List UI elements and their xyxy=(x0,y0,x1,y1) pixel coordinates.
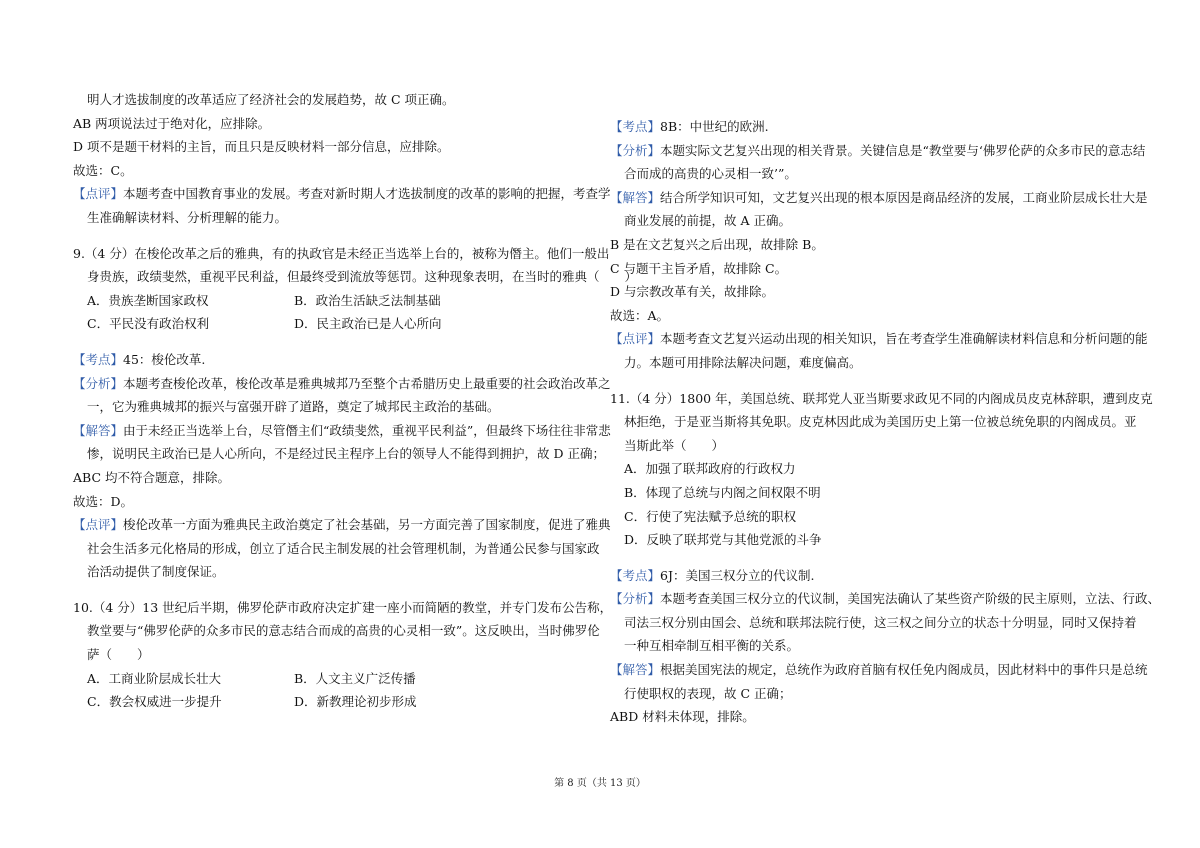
dianping-text: 本题考查文艺复兴运动出现的相关知识，旨在考查学生准确解读材料信息和分析问题的能 xyxy=(660,331,1148,347)
question-10-line: 10.（4 分）13 世纪后半期，佛罗伦萨市政府决定扩建一座小而简陋的教堂，并专门发布公告称， xyxy=(73,599,613,615)
text-line: 合而成的高贵的心灵相一致’”。 xyxy=(624,166,797,182)
question-10-line: 萨（ ） xyxy=(87,647,150,663)
jieda-tag: 【解答】 xyxy=(610,662,661,678)
question-11-line: 当斯此举（ ） xyxy=(624,437,725,453)
option-b: B．体现了总统与内阁之间权限不明 xyxy=(624,484,821,500)
page-footer: 第 8 页（共 13 页） xyxy=(554,778,646,789)
fenxi-line xyxy=(610,139,1146,163)
dianping-text: 梭伦改革一方面为雅典民主政治奠定了社会基础，另一方面完善了国家制度，促进了雅典 xyxy=(123,517,611,533)
kaodian-tag: 【考点】 xyxy=(610,119,661,134)
text-line: ABD 材料未体现，排除。 xyxy=(610,709,755,725)
text-line: 力。本题可用排除法解决问题，难度偏高。 xyxy=(624,354,862,370)
jieda-text: 结合所学知识可知，文艺复兴出现的根本原因是商品经济的发展，工商业阶层成长壮大是 xyxy=(660,189,1148,205)
text-line: D 与宗教改革有关，故排除。 xyxy=(610,284,774,300)
dianping-tag: 【点评】 xyxy=(73,517,124,533)
text-line: 商业发展的前提，故 A 正确。 xyxy=(624,213,791,229)
jieda-tag: 【解答】 xyxy=(610,189,661,205)
option-b: B．人文主义广泛传播 xyxy=(294,670,416,686)
jieda-line xyxy=(610,658,1148,682)
text-line: 社会生活多元化格局的形成，创立了适合民主制发展的社会管理机制，为普通公民参与国家政 xyxy=(87,540,600,556)
question-9-options-row xyxy=(73,289,593,313)
text-line: AB 两项说法过于绝对化，应排除。 xyxy=(73,115,271,131)
question-11-line: 11.（4 分）1800 年，美国总统、联邦党人亚当斯要求政见不同的内阁成员皮克林辞职，遭到皮克 xyxy=(610,390,1153,406)
text-line: 故选：C。 xyxy=(73,162,133,178)
option-d: D．民主政治已是人心所向 xyxy=(294,316,442,332)
fenxi-tag: 【分析】 xyxy=(73,375,124,391)
fenxi-text: 本题实际文艺复兴出现的相关背景。关键信息是“教堂要与‘佛罗伦萨的众多市民的意志结 xyxy=(660,142,1146,158)
option-d: D．反映了联邦党与其他党派的斗争 xyxy=(624,532,822,548)
comment-line xyxy=(73,182,611,206)
text-line: 故选：D。 xyxy=(73,493,134,509)
text-line: 一，它为雅典城邦的振兴与富强开辟了道路，奠定了城邦民主政治的基础。 xyxy=(87,399,500,415)
kaodian-line xyxy=(73,348,593,372)
text-line: 治活动提供了制度保证。 xyxy=(87,564,225,580)
fenxi-line xyxy=(73,372,611,396)
question-9-options-row xyxy=(73,312,593,336)
question-9-line: 身贵族，政绩斐然，重视平民利益，但最终受到流放等惩罚。这种现象表明，在当时的雅典（ ） xyxy=(87,269,638,285)
jieda-text: 根据美国宪法的规定，总统作为政府首脑有权任免内阁成员，因此材料中的事件只是总统 xyxy=(660,662,1148,678)
text-line: D 项不是题干材料的主旨，而且只是反映材料一部分信息，应排除。 xyxy=(73,139,450,155)
text-line: 明人才选拔制度的改革适应了经济社会的发展趋势，故 C 项正确。 xyxy=(87,92,455,107)
question-9-line: 9.（4 分）在梭伦改革之后的雅典，有的执政官是未经正当选举上台的，被称为僭主。他们一般出 xyxy=(73,245,610,261)
option-a: A．工商业阶层成长壮大 xyxy=(87,670,222,686)
question-11-line: 林拒绝，于是亚当斯将其免职。皮克林因此成为美国历史上第一位被总统免职的内阁成员。亚 xyxy=(624,414,1137,430)
jieda-tag: 【解答】 xyxy=(73,422,124,438)
text-line: 司法三权分别由国会、总统和联邦法院行使，这三权之间分立的状态十分明显，同时又保持着 xyxy=(624,614,1137,630)
text-line: ABC 均不符合题意，排除。 xyxy=(73,469,230,485)
kaodian-line xyxy=(610,115,1130,139)
kaodian-tag: 【考点】 xyxy=(610,567,661,583)
kaodian-text: 8B：中世纪的欧洲. xyxy=(660,119,769,134)
jieda-line xyxy=(73,419,611,443)
question-10-options-row xyxy=(73,690,593,714)
option-c: C．行使了宪法赋予总统的职权 xyxy=(624,508,797,524)
kaodian-tag: 【考点】 xyxy=(73,351,124,367)
text-line: 故选：A。 xyxy=(610,307,670,323)
fenxi-text: 本题考查梭伦改革，梭伦改革是雅典城邦乃至整个古希腊历史上最重要的社会政治改革之 xyxy=(123,375,611,391)
comment-text: 本题考查中国教育事业的发展。考查对新时期人才选拔制度的改革的影响的把握，考查学 xyxy=(123,186,611,202)
option-c: C．教会权威进一步提升 xyxy=(87,694,222,710)
kaodian-text: 6J：美国三权分立的代议制. xyxy=(660,567,815,583)
text-line: 一种互相牵制互相平衡的关系。 xyxy=(624,638,800,654)
dianping-tag: 【点评】 xyxy=(610,331,661,347)
kaodian-line xyxy=(610,564,1130,588)
text-line: 惨，说明民主政治已是人心所向，不是经过民主程序上台的领导人不能得到拥护，故 D 正确； xyxy=(87,446,605,462)
fenxi-tag: 【分析】 xyxy=(610,591,661,607)
jieda-line xyxy=(610,186,1148,210)
fenxi-line xyxy=(610,587,1161,611)
comment-tag: 【点评】 xyxy=(73,186,124,202)
text-line: 生准确解读材料、分析理解的能力。 xyxy=(87,209,288,225)
text-line: C 与题干主旨矛盾，故排除 C。 xyxy=(610,260,788,276)
fenxi-text: 本题考查美国三权分立的代议制，美国宪法确认了某些资产阶级的民主原则，立法、行政、 xyxy=(660,591,1161,607)
question-10-line: 教堂要与“佛罗伦萨的众多市民的意志结合而成的高贵的心灵相一致”。这反映出，当时佛罗伦 xyxy=(87,623,600,639)
right-column xyxy=(610,115,1161,729)
kaodian-text: 45：梭伦改革. xyxy=(123,351,206,367)
option-c: C．平民没有政治权利 xyxy=(87,316,210,332)
dianping-line xyxy=(610,327,1148,351)
fenxi-tag: 【分析】 xyxy=(610,142,661,158)
option-d: D．新教理论初步形成 xyxy=(294,694,417,710)
option-b: B．政治生活缺乏法制基础 xyxy=(294,292,441,308)
text-line: B 是在文艺复兴之后出现，故排除 B。 xyxy=(610,236,824,252)
option-a: A．加强了联邦政府的行政权力 xyxy=(624,461,796,477)
dianping-line xyxy=(73,513,611,537)
option-a: A．贵族垄断国家政权 xyxy=(87,292,209,308)
text-line: 行使职权的表现，故 C 正确； xyxy=(624,685,792,701)
jieda-text: 由于未经正当选举上台，尽管僭主们“政绩斐然，重视平民利益”，但最终下场往往非常悲 xyxy=(123,422,611,438)
question-10-options-row xyxy=(73,667,593,691)
left-column xyxy=(73,88,638,714)
